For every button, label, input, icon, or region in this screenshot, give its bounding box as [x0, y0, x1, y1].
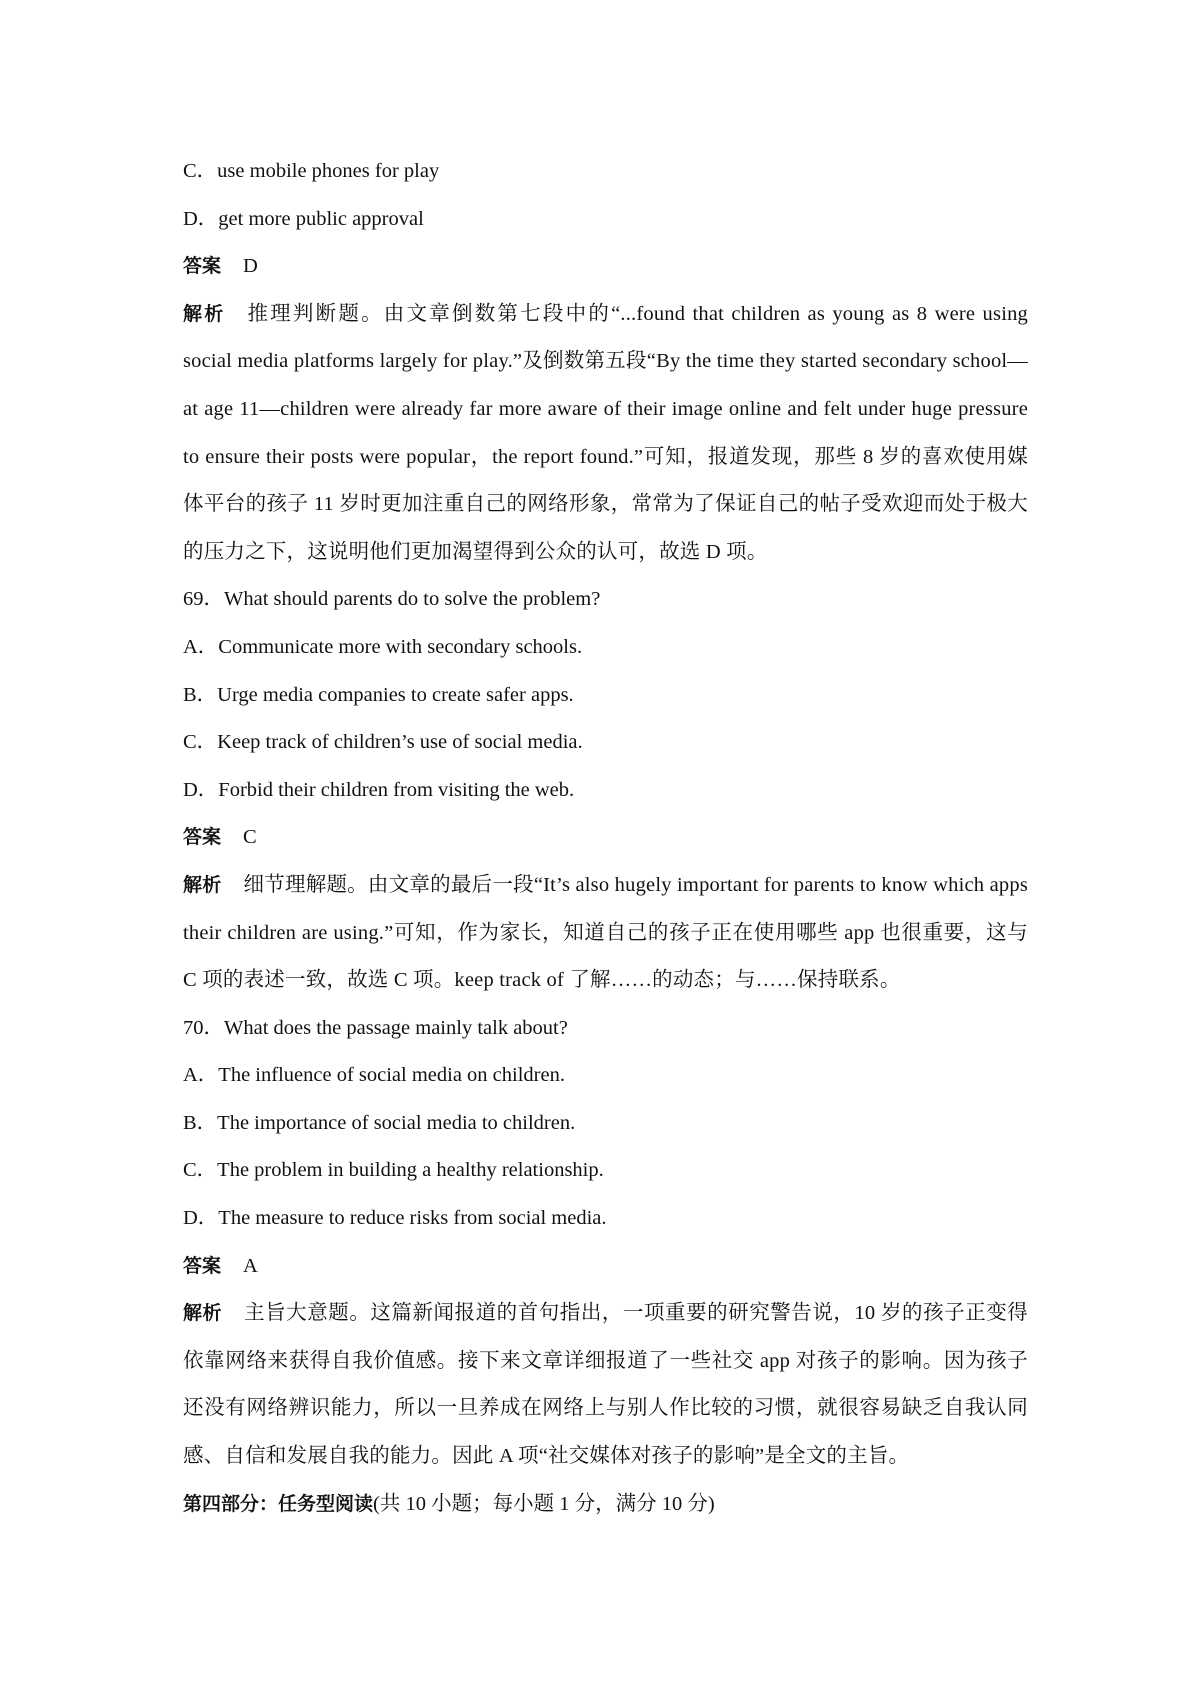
q70-question: 70．What does the passage mainly talk about?: [183, 1016, 568, 1039]
answer-label: 答案: [183, 826, 222, 849]
section-title: 第四部分：任务型阅读: [183, 1492, 374, 1515]
section-detail: (共 10 小题；每小题 1 分，满分 10 分): [373, 1492, 715, 1515]
q70-analysis: [183, 1290, 1028, 1480]
analysis-text: 主旨大意题。这篇新闻报道的首句指出，一项重要的研究警告说，10 岁的孩子正变得依靠网络来获得自我价值感。接下来文章详细报道了一些社交 app 对孩子的影响。因为孩子还没有网络辨识能力，所以一旦养成在网络上与别人作比较的习惯，就很容易缺乏自我认同感、自信和发展自我的能力。因此 A 项“社交媒体对孩子的影响”是全文的主旨。: [183, 1302, 1028, 1468]
answer-value: C: [243, 826, 257, 849]
analysis-text: 细节理解题。由文章的最后一段“It’s also hugely important for parents to know which apps their children are using.”可知，作为家长，知道自己的孩子正在使用哪些 app 也很重要，这与 C 项的表述一致，故选 C 项。keep track of 了解……的动态；与……保持联系。: [183, 873, 1028, 992]
q70-option-b: B．The importance of social media to children.: [183, 1111, 576, 1134]
answer-label: 答案: [183, 255, 222, 278]
q70-option-c: C．The problem in building a healthy relationship.: [183, 1159, 604, 1182]
analysis-text: 推理判断题。由文章倒数第七段中的“...found that children as young as 8 were using social media platforms largely for play.”及倒数第五段“By the time they started secondary school—at age 11—children were already far more aware of their image online and felt under huge pressure to ensure their posts were popular，the report found.”可知，报道发现，那些 8 岁的喜欢使用媒体平台的孩子 11 岁时更加注重自己的网络形象，常常为了保证自己的帖子受欢迎而处于极大的压力之下，这说明他们更加渴望得到公众的认可，故选 D 项。: [183, 302, 1028, 563]
q70-option-a: A．The influence of social media on children.: [183, 1064, 565, 1087]
section-4-heading: [183, 1481, 1028, 1529]
q69-answer: [183, 814, 1028, 862]
analysis-label: 解析: [183, 302, 226, 325]
q68-answer: [183, 243, 1028, 291]
analysis-label: 解析: [183, 873, 222, 896]
q70-option-d: D．The measure to reduce risks from social media.: [183, 1207, 607, 1230]
q69-analysis: [183, 862, 1028, 1005]
q68-option-c: C．use mobile phones for play: [183, 160, 440, 182]
analysis-label: 解析: [183, 1302, 223, 1325]
q69-option-d: D．Forbid their children from visiting the web.: [183, 778, 575, 801]
q70-answer: [183, 1243, 1028, 1291]
q68-option-d: D．get more public approval: [183, 207, 424, 230]
document-content: [183, 148, 1028, 1528]
q69-option-c: C．Keep track of children’s use of social media.: [183, 731, 583, 754]
answer-value: D: [243, 255, 258, 278]
answer-label: 答案: [183, 1254, 222, 1277]
q69-option-a: A．Communicate more with secondary schools.: [183, 635, 583, 658]
answer-value: A: [243, 1254, 258, 1277]
q68-analysis: [183, 291, 1028, 577]
q69-option-b: B．Urge media companies to create safer apps.: [183, 683, 574, 706]
q69-question: 69．What should parents do to solve the problem?: [183, 588, 601, 611]
